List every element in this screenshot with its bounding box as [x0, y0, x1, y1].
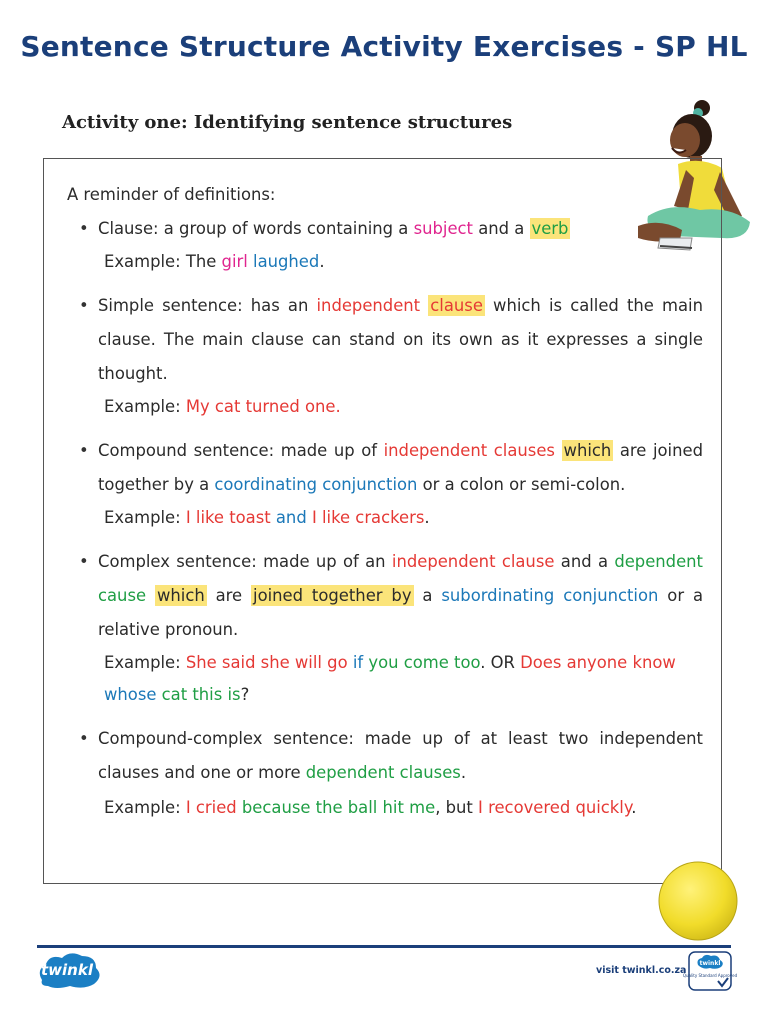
definitions-content [67, 178, 703, 824]
list-item-simple-sentence: • Simple sentence: has an independent clause which is called the main clause. The main clause can stand on its own as it expresses a single thought. [67, 289, 703, 391]
footer-divider [37, 945, 731, 948]
compound-example: Example: I like toast and I like crackers. [104, 508, 430, 527]
compound-complex-example: Example: I cried because the ball hit me, but I recovered quickly. [104, 798, 637, 817]
svg-text:twinkl: twinkl [699, 960, 721, 967]
badge-text: Quality Standard Approved [682, 973, 738, 978]
ball-icon [657, 860, 739, 942]
quality-badge-icon [682, 951, 738, 991]
activity-heading: Activity one: Identifying sentence structures [62, 112, 513, 133]
list-item-complex-sentence: • Complex sentence: made up of an independent clause and a dependent cause which are joined together by a subordinating conjunction or a relative pronoun. [67, 545, 703, 647]
list-item-compound-sentence: • Compound sentence: made up of independent clauses which are joined together by a coordinating conjunction or a colon or semi-colon. [67, 434, 703, 502]
list-item-clause: • Clause: a group of words containing a subject and a verb [67, 212, 703, 246]
page-title: Sentence Structure Activity Exercises - SP HL [20, 30, 748, 63]
clause-example: Example: The girl laughed. [104, 252, 325, 271]
list-item-compound-complex-sentence: • Compound-complex sentence: made up of at least two independent clauses and one or more dependent clauses. [67, 722, 703, 790]
visit-link[interactable]: visit twinkl.co.za [596, 965, 687, 976]
verb-term: verb [531, 219, 569, 238]
complex-example: Example: She said she will go if you come too. OR Does anyone know whose cat this is? [104, 653, 676, 704]
twinkl-logo-text: twinkl [41, 961, 93, 979]
subject-term: subject [413, 219, 473, 238]
definitions-intro: A reminder of definitions: [67, 185, 276, 204]
simple-example: Example: My cat turned one. [104, 397, 341, 416]
